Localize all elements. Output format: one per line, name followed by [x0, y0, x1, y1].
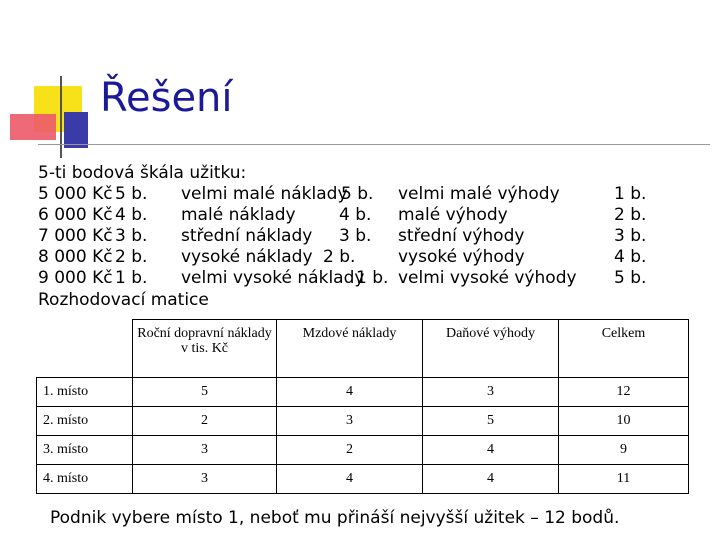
matrix-total-cell: 9 [559, 436, 689, 465]
table-row [37, 378, 689, 407]
scale-cost-points: 1 b. [356, 268, 389, 288]
page-title: Řešení [100, 75, 233, 121]
matrix-cell: 5 [423, 407, 559, 436]
scale-cost-points: 2 b. [323, 247, 356, 267]
scale-benefit-points: 4 b. [614, 247, 647, 267]
matrix-header-cell: Daňové výhody [423, 320, 559, 378]
scale-points: 2 b. [115, 247, 148, 267]
decorative-vertical-line [60, 76, 62, 158]
matrix-total-cell: 10 [559, 407, 689, 436]
scale-cost: střední náklady [181, 226, 313, 246]
scale-amount: 9 000 Kč [38, 268, 113, 288]
matrix-cell: 4 [423, 436, 559, 465]
scale-amount: 7 000 Kč [38, 226, 113, 246]
scale-points: 3 b. [115, 226, 148, 246]
scale-benefit-points: 5 b. [614, 268, 647, 288]
matrix-corner-cell [37, 320, 133, 378]
matrix-cell: 4 [423, 465, 559, 494]
matrix-cell: 3 [133, 436, 277, 465]
decorative-horizontal-line [38, 144, 710, 145]
scale-points: 4 b. [115, 205, 148, 225]
scale-cost: malé náklady [181, 205, 296, 225]
scale-benefit-points: 1 b. [614, 184, 647, 204]
scale-benefit-points: 3 b. [614, 226, 647, 246]
scale-benefit: velmi vysoké výhody [398, 268, 577, 288]
scale-heading: 5-ti bodová škála užitku: [38, 163, 247, 183]
matrix-header-cell: Mzdové náklady [277, 320, 423, 378]
scale-amount: 6 000 Kč [38, 205, 113, 225]
scale-benefit: vysoké výhody [398, 247, 525, 267]
matrix-cell: 4 [277, 465, 423, 494]
scale-cost: vysoké náklady [181, 247, 313, 267]
matrix-header-cell: Roční dopravní náklady v tis. Kč [133, 320, 277, 378]
matrix-row-label: 2. místo [37, 407, 133, 436]
matrix-total-cell: 11 [559, 465, 689, 494]
matrix-total-cell: 12 [559, 378, 689, 407]
scale-benefit: střední výhody [398, 226, 525, 246]
table-row [37, 407, 689, 436]
matrix-cell: 2 [133, 407, 277, 436]
matrix-cell: 2 [277, 436, 423, 465]
scale-cost-points: 4 b. [339, 205, 372, 225]
matrix-header-row [37, 320, 689, 378]
conclusion-text: Podnik vybere místo 1, neboť mu přináší nejvyšší užitek – 12 bodů. [50, 508, 620, 528]
matrix-header-cell: Celkem [559, 320, 689, 378]
scale-cost-points: 5 b. [341, 184, 374, 204]
scale-cost: velmi malé náklady [181, 184, 348, 204]
decorative-blue-square [64, 112, 88, 148]
scale-amount: 5 000 Kč [38, 184, 113, 204]
decision-matrix [36, 319, 689, 494]
scale-cost-points: 3 b. [339, 226, 372, 246]
scale-points: 5 b. [115, 184, 148, 204]
matrix-cell: 3 [133, 465, 277, 494]
scale-points: 1 b. [115, 268, 148, 288]
scale-amount: 8 000 Kč [38, 247, 113, 267]
scale-benefit: malé výhody [398, 205, 508, 225]
decorative-red-square [10, 114, 56, 140]
matrix-cell: 3 [423, 378, 559, 407]
table-row [37, 465, 689, 494]
matrix-heading: Rozhodovací matice [38, 290, 209, 310]
scale-benefit: velmi malé výhody [398, 184, 560, 204]
scale-benefit-points: 2 b. [614, 205, 647, 225]
scale-cost: velmi vysoké náklady [181, 268, 365, 288]
matrix-cell: 5 [133, 378, 277, 407]
matrix-cell: 4 [277, 378, 423, 407]
matrix-row-label: 1. místo [37, 378, 133, 407]
matrix-row-label: 4. místo [37, 465, 133, 494]
matrix-cell: 3 [277, 407, 423, 436]
table-row [37, 436, 689, 465]
matrix-row-label: 3. místo [37, 436, 133, 465]
